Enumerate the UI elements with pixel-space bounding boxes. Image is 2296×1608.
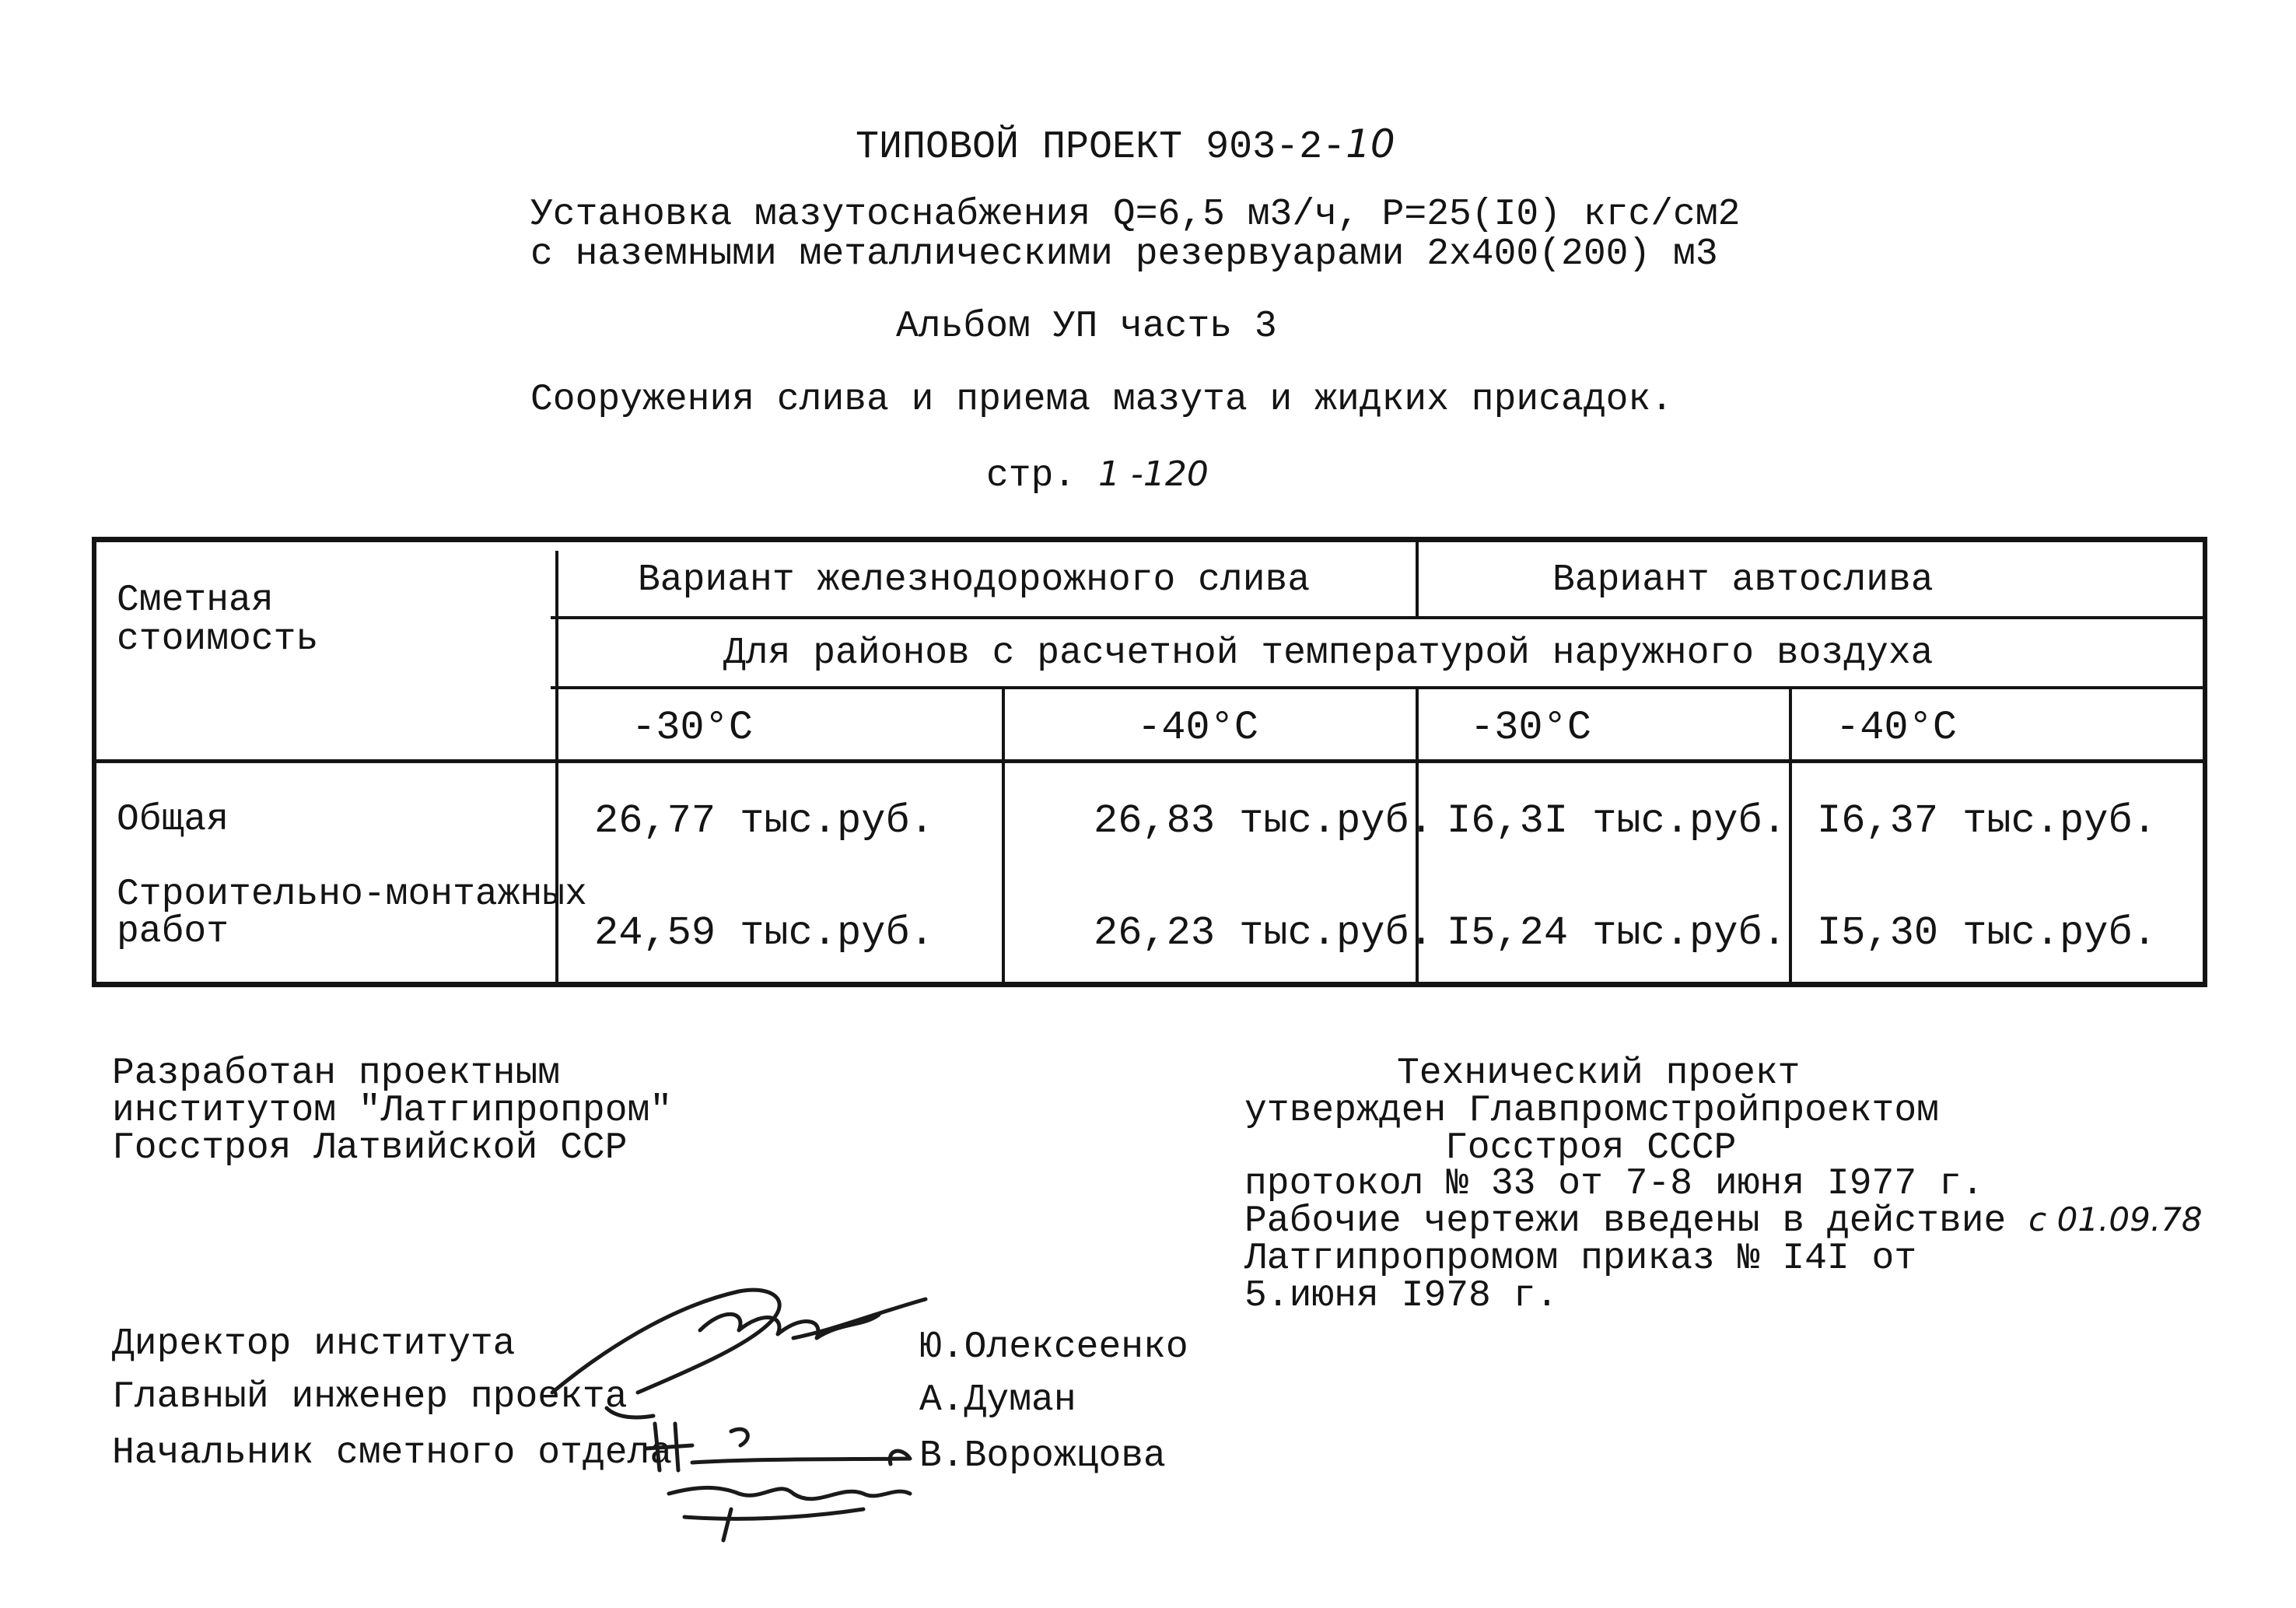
row-header-line-1: Сметная bbox=[117, 580, 274, 622]
subtitle-line-1: Установка мазутоснабжения Q=6,5 м3/ч, Р=25(I0) кгс/см2 bbox=[530, 194, 1741, 236]
table-rule-subheader bbox=[551, 686, 2206, 689]
document-title bbox=[856, 121, 1395, 170]
cell-total-auto-40: I6,37 тыс.руб. bbox=[1817, 798, 2157, 844]
approval-line-6: Латгипропромом приказ № I4I от bbox=[1244, 1238, 1917, 1280]
temp-rail-30: -30°C bbox=[632, 705, 754, 751]
row-label-total: Общая bbox=[117, 799, 229, 841]
table-border-bottom bbox=[92, 982, 2207, 987]
signature-role-director: Директор института bbox=[112, 1323, 516, 1365]
section-title: Сооружения слива и приема мазута и жидких присадок. bbox=[530, 379, 1674, 421]
signature-role-estimates-head: Начальник сметного отдела bbox=[112, 1432, 673, 1474]
approval-date-handwritten: с 01.09.78 bbox=[2028, 1200, 2203, 1238]
signature-role-chief-engineer: Главный инженер проекта bbox=[112, 1376, 628, 1418]
developer-line-3: Госстроя Латвийской ССР bbox=[112, 1127, 628, 1169]
approval-line-5-text: Рабочие чертежи введены в действие bbox=[1244, 1200, 2007, 1242]
approval-line-3: Госстроя СССР bbox=[1445, 1127, 1737, 1169]
pages-reference bbox=[986, 454, 1209, 497]
album-title: Альбом УП часть 3 bbox=[896, 306, 1277, 348]
subheader-temperature: Для районов с расчетной температурой наружного воздуха bbox=[723, 632, 1934, 674]
cell-total-auto-30: I6,3I тыс.руб. bbox=[1447, 798, 1787, 844]
subtitle-line-2: с наземными металлическими резервуарами 2х400(200) м3 bbox=[530, 233, 1718, 275]
approval-line-7: 5.июня I978 г. bbox=[1244, 1275, 1559, 1317]
row-label-construction-2: работ bbox=[117, 911, 229, 953]
approval-line-1: Технический проект bbox=[1397, 1053, 1801, 1095]
group-header-auto: Вариант автослива bbox=[1552, 559, 1934, 601]
table-divider-col2 bbox=[1002, 688, 1005, 983]
cell-construction-auto-40: I5,30 тыс.руб. bbox=[1817, 910, 2157, 956]
approval-line-2: утвержден Главпромстройпроектом bbox=[1244, 1090, 1939, 1132]
cell-construction-auto-30: I5,24 тыс.руб. bbox=[1447, 910, 1787, 956]
developer-line-1: Разработан проектным bbox=[112, 1053, 561, 1095]
temp-auto-40: -40°C bbox=[1836, 705, 1958, 751]
pages-label: стр. bbox=[986, 455, 1076, 497]
signature-name-estimates-head: В.Ворожцова bbox=[919, 1435, 1166, 1477]
title-handwritten-number: 10 bbox=[1346, 121, 1395, 166]
cell-construction-rail-40: 26,23 тыс.руб. bbox=[1094, 910, 1433, 956]
signature-name-director: Ю.Олексеенко bbox=[919, 1326, 1188, 1368]
developer-line-2: институтом "Латгипропром" bbox=[112, 1090, 673, 1132]
temp-rail-40: -40°C bbox=[1137, 705, 1259, 751]
approval-line-4: протокол № 33 от 7-8 июня I977 г. bbox=[1244, 1163, 1984, 1205]
approval-line-5 bbox=[1244, 1200, 2203, 1242]
table-divider-groups bbox=[1416, 541, 1419, 618]
row-header-line-2: стоимость bbox=[117, 618, 319, 660]
row-label-construction-1: Строительно-монтажных bbox=[117, 874, 587, 916]
signature-name-chief-engineer: А.Думан bbox=[919, 1379, 1076, 1421]
group-header-rail: Вариант железнодорожного слива bbox=[638, 559, 1311, 601]
cell-total-rail-30: 26,77 тыс.руб. bbox=[594, 798, 934, 844]
table-border-top bbox=[92, 537, 2207, 542]
handwritten-signatures-icon bbox=[537, 1237, 972, 1548]
table-rule-groups bbox=[551, 616, 2206, 619]
temp-auto-30: -30°C bbox=[1470, 705, 1592, 751]
title-text: ТИПОВОЙ ПРОЕКТ 903-2- bbox=[856, 125, 1346, 170]
cell-total-rail-40: 26,83 тыс.руб. bbox=[1094, 798, 1433, 844]
pages-value: 1 -120 bbox=[1098, 454, 1209, 494]
cell-construction-rail-30: 24,59 тыс.руб. bbox=[594, 910, 934, 956]
table-rule-header-bottom bbox=[92, 759, 2207, 763]
table-divider-col4 bbox=[1789, 688, 1792, 983]
